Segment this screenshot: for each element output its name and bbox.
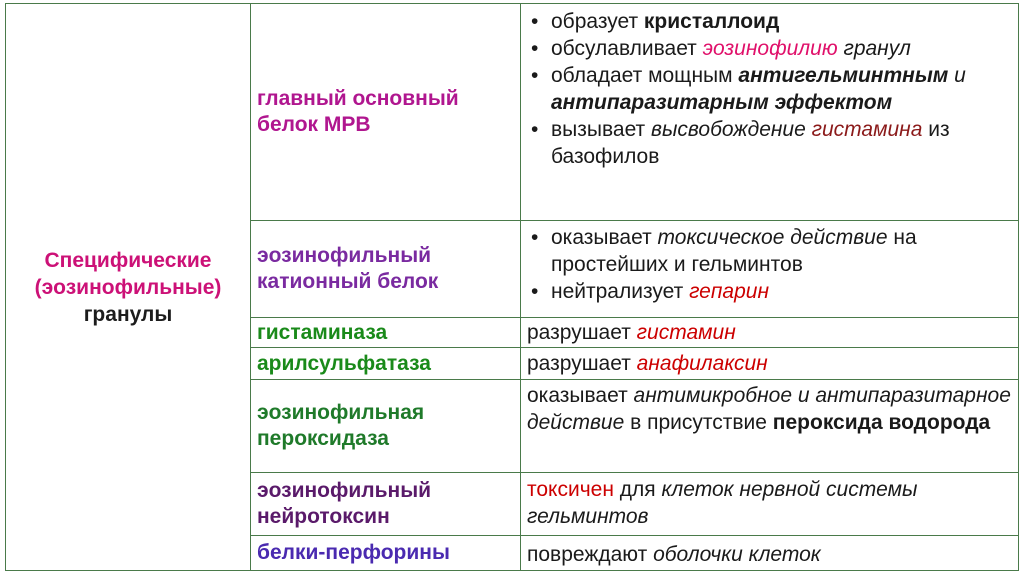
list-item: • обсулавливает эозинофилию гранул — [527, 35, 1012, 62]
row-desc-neurotoxin: токсичен для клеток нервной системы гельминтов — [527, 478, 918, 528]
row-name-mbp: главный основный белок МРВ — [257, 87, 459, 136]
category-cell — [6, 4, 250, 570]
granules-table — [5, 3, 1019, 571]
category-line-1: Специфические — [44, 248, 212, 272]
list-item: • вызывает высвобождение гистамина из базофилов — [527, 116, 1012, 170]
row-desc-ecp — [521, 224, 1018, 317]
list-item: • оказывает токсическое действие на простейших и гельминтов — [527, 224, 1012, 278]
list-item: • нейтрализует гепарин — [527, 278, 1012, 305]
row-name-peroxidase: эозинофильная пероксидаза — [257, 401, 425, 450]
row-name-arylsulfatase: арилсульфатаза — [257, 351, 431, 375]
row-desc-mbp — [521, 8, 1018, 220]
row-name-neurotoxin: эозинофильный нейротоксин — [257, 479, 432, 528]
category-line-2: (эозинофильные) — [34, 275, 222, 299]
row-desc-histaminase: разрушает гистамин — [527, 321, 736, 344]
row-name-perforins: белки-перфорины — [257, 541, 450, 564]
list-item: • образует кристаллоид — [527, 8, 1012, 35]
list-item: • обладает мощным антигельминтным и антипаразитарным эффектом — [527, 62, 1012, 116]
row-name-histaminase: гистаминаза — [257, 320, 388, 344]
row-name-ecp: эозинофильный катионный белок — [257, 244, 439, 293]
row-desc-arylsulfatase: разрушает анафилаксин — [527, 352, 768, 375]
category-line-3: гранулы — [83, 302, 173, 326]
row-desc-peroxidase: оказывает антимикробное и антипаразитарное действие в присутствие пероксида водорода — [527, 384, 1011, 434]
row-desc-perforins: повреждают оболочки клеток — [527, 543, 821, 566]
